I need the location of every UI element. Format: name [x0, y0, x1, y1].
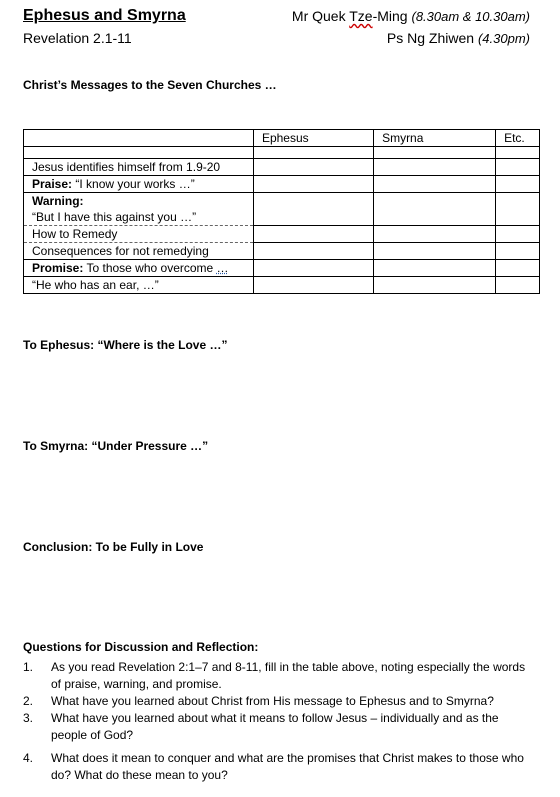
cell-smyrna[interactable]: [374, 193, 496, 226]
table-row: [24, 193, 540, 226]
cell-ephesus[interactable]: [253, 277, 373, 294]
promise-label: Promise:: [32, 261, 84, 275]
speaker2-name: Ps Ng Zhiwen: [386, 30, 478, 46]
table-header-row: [24, 130, 540, 147]
question-text: What does it mean to conquer and what are the promises that Christ makes to those who do? What do these mean to you?: [51, 751, 524, 782]
row-label-identifies: Jesus identifies himself from 1.9-20: [24, 159, 254, 176]
cell-etc[interactable]: [496, 159, 540, 176]
list-item: [23, 659, 533, 693]
cell-smyrna[interactable]: [374, 226, 496, 243]
cell-smyrna[interactable]: [374, 159, 496, 176]
list-item: [23, 693, 533, 710]
cell-ephesus[interactable]: [253, 176, 373, 193]
row-label-consequences: Consequences for not remedying: [24, 243, 254, 260]
table-row: [24, 159, 540, 176]
cell-smyrna[interactable]: [374, 260, 496, 277]
warning-text: “But I have this against you …”: [32, 210, 197, 224]
header-cell-blank: [24, 130, 254, 147]
table-spacer-row: [24, 147, 540, 159]
cell-etc[interactable]: [496, 226, 540, 243]
speaker1-name-rest: -Ming: [372, 8, 412, 24]
cell-smyrna[interactable]: [374, 277, 496, 294]
warning-label: Warning:: [32, 194, 84, 208]
promise-ellipsis: …: [216, 261, 229, 275]
header-cell-etc: Etc.: [496, 130, 540, 147]
section-heading-conclusion: Conclusion: To be Fully in Love: [23, 540, 204, 554]
row-label-remedy: How to Remedy: [24, 226, 254, 243]
scripture-reference: Revelation 2.1-11: [23, 30, 132, 46]
cell-etc[interactable]: [496, 277, 540, 294]
table-row: [24, 226, 540, 243]
table-row: [24, 176, 540, 193]
cell-etc[interactable]: [496, 243, 540, 260]
list-item: [23, 710, 533, 744]
cell-etc[interactable]: [496, 260, 540, 277]
cell-smyrna[interactable]: [374, 176, 496, 193]
question-text: What have you learned about what it means to follow Jesus – individually and as the people of God?: [51, 711, 499, 742]
praise-text: “I know your works …”: [72, 177, 195, 191]
list-item: [23, 750, 533, 784]
table-row: [24, 243, 540, 260]
speaker1-time: (8.30am & 10.30am): [411, 9, 530, 24]
row-label-promise: [24, 260, 254, 277]
table-row: [24, 277, 540, 294]
question-text: What have you learned about Christ from His message to Ephesus and to Smyrna?: [51, 694, 494, 708]
speaker1-name-flagged: Tze: [349, 8, 373, 24]
speaker-line-2: [387, 30, 530, 46]
cell-ephesus[interactable]: [253, 159, 373, 176]
cell-ephesus[interactable]: [253, 226, 373, 243]
intro-heading: Christ’s Messages to the Seven Churches …: [23, 78, 277, 92]
row-label-praise: [24, 176, 254, 193]
row-label-ear: “He who has an ear, …”: [24, 277, 254, 294]
discussion-questions: [23, 640, 533, 784]
praise-label: Praise:: [32, 177, 73, 191]
questions-heading: Questions for Discussion and Reflection:: [23, 640, 259, 654]
question-number: 3.: [23, 711, 34, 725]
row-label-warning: [24, 193, 254, 226]
speaker2-time: (4.30pm): [477, 31, 530, 46]
cell-smyrna[interactable]: [374, 243, 496, 260]
cell-etc[interactable]: [496, 193, 540, 226]
section-heading-smyrna: To Smyrna: “Under Pressure …”: [23, 439, 209, 453]
cell-ephesus[interactable]: [253, 260, 373, 277]
header-cell-smyrna: Smyrna: [374, 130, 496, 147]
cell-ephesus[interactable]: [253, 243, 373, 260]
speaker1-prefix: Mr Quek: [291, 8, 350, 24]
question-number: 1.: [23, 660, 34, 674]
page-title: Ephesus and Smyrna: [23, 7, 186, 24]
cell-etc[interactable]: [496, 176, 540, 193]
question-number: 4.: [23, 751, 34, 765]
speaker-line-1: [292, 8, 530, 24]
table-row: [24, 260, 540, 277]
question-text: As you read Revelation 2:1–7 and 8-11, fill in the table above, noting especially the words of praise, warning, and promise.: [51, 660, 526, 691]
promise-text: To those who overcome: [83, 261, 217, 275]
question-number: 2.: [23, 694, 34, 708]
church-messages-table: [23, 129, 540, 294]
cell-ephesus[interactable]: [253, 193, 373, 226]
section-heading-ephesus: To Ephesus: “Where is the Love …”: [23, 338, 228, 352]
header-cell-ephesus: Ephesus: [253, 130, 373, 147]
